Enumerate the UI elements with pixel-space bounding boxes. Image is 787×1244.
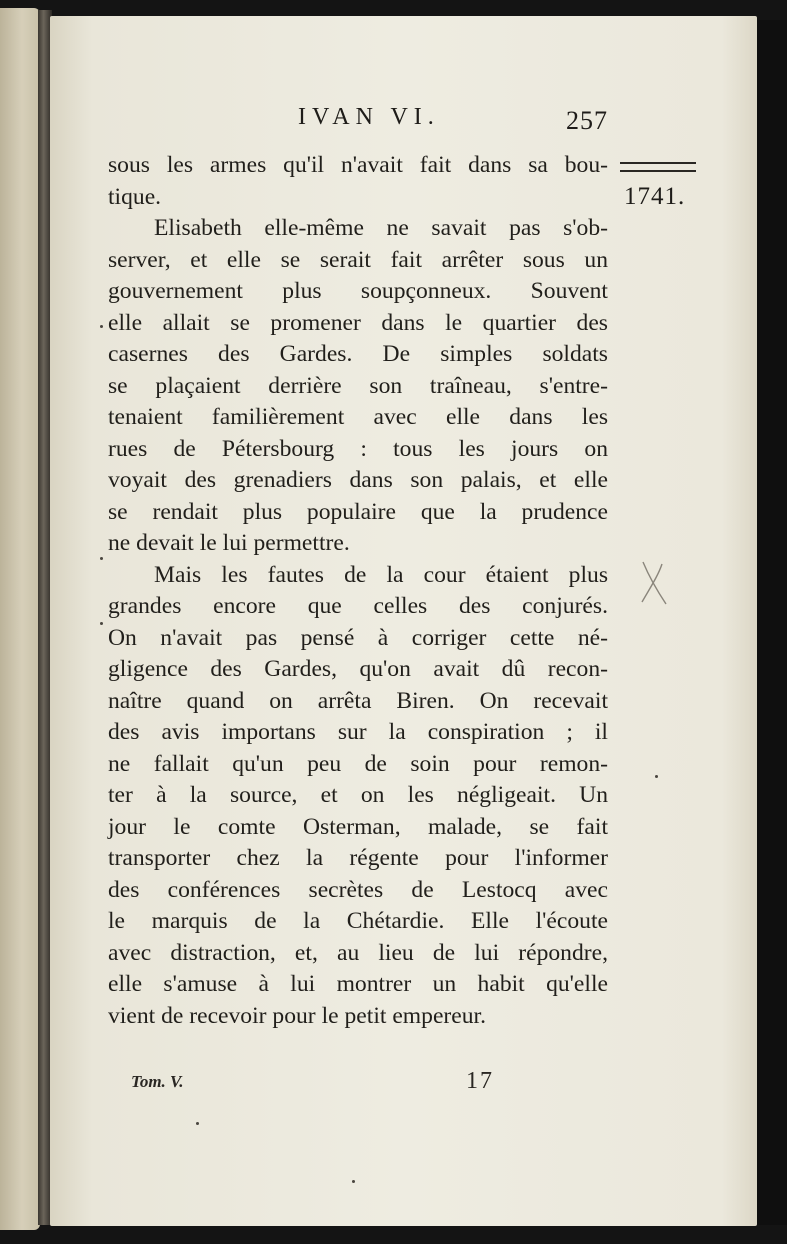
text-line: elle s'amuse à lui montrer un habit qu'elle: [108, 971, 608, 997]
margin-year: 1741.: [624, 183, 686, 210]
pencil-mark-icon: [640, 560, 668, 606]
body-text: [108, 150, 608, 1032]
signature-mark: Tom. V.: [131, 1072, 184, 1091]
scan-background: [756, 20, 787, 1225]
text-line: casernes des Gardes. De simples soldats: [108, 341, 608, 367]
text-line: jour le comte Osterman, malade, se fait: [108, 813, 608, 840]
text-line: le marquis de la Chétardie. Elle l'écoute: [108, 908, 608, 934]
signature-number: 17: [466, 1068, 494, 1094]
text-line: des avis importans sur la conspiration ; il: [108, 719, 608, 745]
text-line: sous les armes qu'il n'avait fait dans sa bou-: [108, 152, 608, 178]
text-line: vient de recevoir pour le petit empereur.: [108, 1002, 486, 1029]
text-line: server, et elle se serait fait arrêter sous un: [108, 246, 608, 273]
text-line: grandes encore que celles des conjurés.: [108, 593, 608, 619]
text-line: elle allait se promener dans le quartier des: [108, 309, 608, 336]
text-line: On n'avait pas pensé à corriger cette né-: [108, 624, 608, 651]
text-line: transporter chez la régente pour l'informer: [108, 845, 608, 871]
margin-rule: [620, 162, 696, 172]
text-line: avec distraction, et, au lieu de lui répondre,: [108, 939, 608, 966]
text-line: tique.: [108, 183, 162, 210]
ink-speck: [100, 325, 103, 328]
ink-speck: [100, 557, 103, 560]
ink-speck: [196, 1122, 199, 1125]
page-number: 257: [566, 106, 608, 135]
text-line: se rendait plus populaire que la prudence: [108, 498, 608, 525]
facing-page-edge: [0, 8, 40, 1230]
ink-speck: [655, 775, 658, 778]
text-line: gouvernement plus soupçonneux. Souvent: [108, 278, 608, 304]
text-line: naître quand on arrêta Biren. On recevait: [108, 687, 608, 714]
text-line: des conférences secrètes de Lestocq avec: [108, 876, 608, 903]
running-title: IVAN VI.: [298, 104, 440, 130]
ink-speck: [100, 622, 103, 625]
text-line: ne devait le lui permettre.: [108, 530, 350, 556]
ink-speck: [352, 1180, 355, 1183]
text-line: ter à la source, et on les négligeait. Un: [108, 782, 608, 808]
text-line: tenaient familièrement avec elle dans les: [108, 404, 608, 430]
text-line: gligence des Gardes, qu'on avait dû recon-: [108, 656, 608, 682]
text-line: rues de Pétersbourg : tous les jours on: [108, 435, 608, 462]
paragraph-start-line: Elisabeth elle-même ne savait pas s'ob-: [154, 215, 608, 241]
paragraph-start-line: Mais les fautes de la cour étaient plus: [154, 561, 608, 588]
text-line: se plaçaient derrière son traîneau, s'entre-: [108, 372, 608, 399]
text-line: voyait des grenadiers dans son palais, et elle: [108, 467, 608, 493]
text-line: ne fallait qu'un peu de soin pour remon-: [108, 750, 608, 777]
